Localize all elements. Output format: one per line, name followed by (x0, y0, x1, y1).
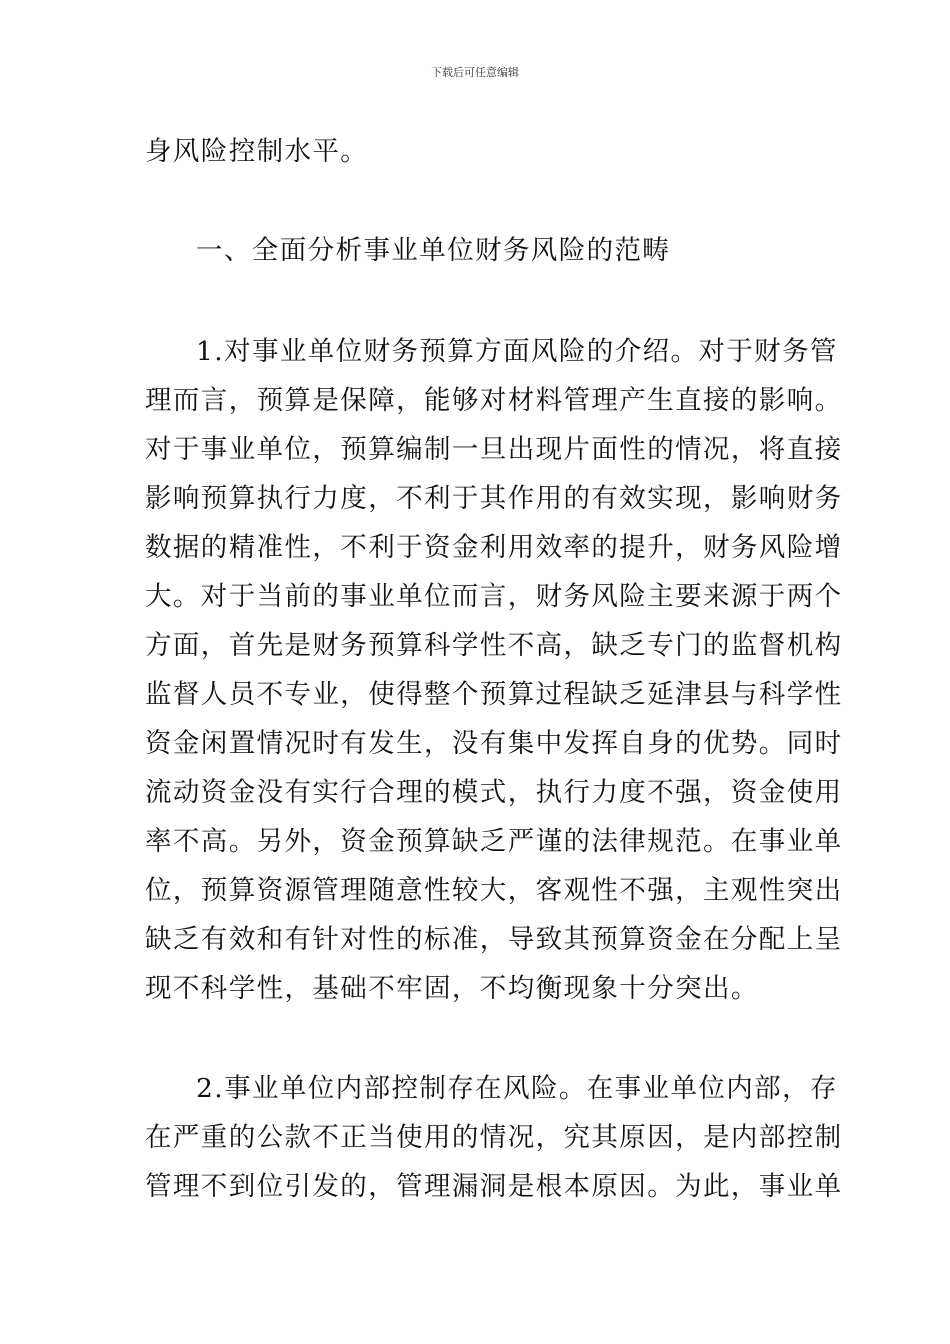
paragraph-line: 影响预算执行力度，不利于其作用的有效实现，影响财务 (145, 483, 843, 514)
paragraph-line: 位，预算资源管理随意性较大，客观性不强，主观性突出 (145, 875, 843, 906)
page-header: 下载后可任意编辑 (431, 66, 519, 79)
paragraph-line: 率不高。另外，资金预算缺乏严谨的法律规范。在事业单 (145, 826, 843, 857)
paragraph-line: 管理不到位引发的，管理漏洞是根本原因。为此，事业单 (145, 1171, 843, 1202)
paragraph-line: 在严重的公款不正当使用的情况，究其原因，是内部控制 (145, 1122, 843, 1153)
paragraph-line: 缺乏有效和有针对性的标准，导致其预算资金在分配上呈 (145, 924, 843, 955)
paragraph-line: 对于事业单位，预算编制一旦出现片面性的情况，将直接 (145, 434, 843, 465)
paragraph-line: 数据的精准性，不利于资金利用效率的提升，财务风险增 (145, 532, 843, 563)
paragraph-line: 大。对于当前的事业单位而言，财务风险主要来源于两个 (145, 581, 843, 612)
paragraph-line: 现不科学性，基础不牢固，不均衡现象十分突出。 (145, 973, 759, 1004)
paragraph-line: 流动资金没有实行合理的模式，执行力度不强，资金使用 (145, 777, 843, 808)
paragraph-line: 资金闲置情况时有发生，没有集中发挥自身的优势。同时 (145, 728, 843, 759)
intro-tail-line: 身风险控制水平。 (145, 136, 369, 167)
paragraph-line: 2.事业单位内部控制存在风险。在事业单位内部，存 (196, 1073, 838, 1104)
paragraph-line: 监督人员不专业，使得整个预算过程缺乏延津县与科学性 (145, 679, 843, 710)
paragraph-line: 方面，首先是财务预算科学性不高，缺乏专门的监督机构 (145, 630, 843, 661)
paragraph-line: 理而言，预算是保障，能够对材料管理产生直接的影响。 (145, 385, 843, 416)
paragraph-line: 1.对事业单位财务预算方面风险的介绍。对于财务管 (196, 336, 838, 367)
section-heading: 一、全面分析事业单位财务风险的范畴 (196, 235, 671, 266)
